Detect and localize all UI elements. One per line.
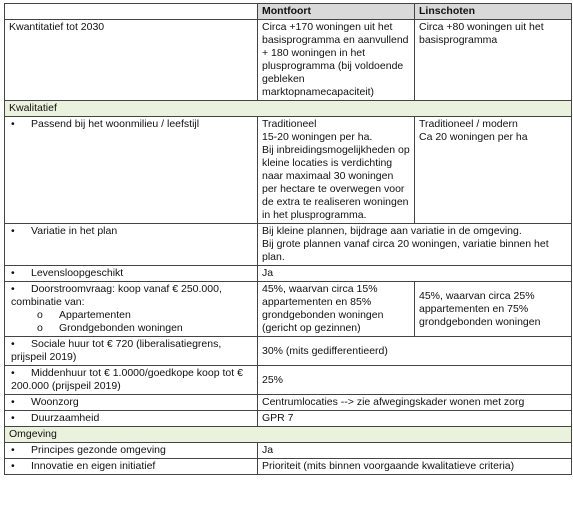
sub-item-appartementen [11, 309, 253, 322]
row-midden [5, 366, 572, 395]
label-passend [5, 117, 258, 224]
criteria-table [4, 3, 572, 475]
header-linschoten: Linschoten [415, 4, 572, 20]
row-variatie [5, 224, 572, 266]
section-label-omgeving: Omgeving [5, 427, 572, 443]
section-label-kwalitatief: Kwalitatief [5, 101, 572, 117]
bullet-icon: • [11, 396, 15, 408]
label-innovatie-text: Innovatie en eigen initiatief [31, 460, 156, 472]
label-woonzorg-text: Woonzorg [31, 396, 79, 408]
row-doorstroom [5, 282, 572, 337]
value-kwantitatief-montfoort: Circa +170 woningen uit het basisprogramma en aanvullend + 180 woningen in het plusprogramma (bij voldoende gebleken marktopnamecapaciteit) [258, 20, 415, 101]
value-passend-montfoort [258, 117, 415, 224]
sub-item-grondgebonden-text: Grondgebonden woningen [59, 322, 183, 334]
section-omgeving [5, 427, 572, 443]
row-principes [5, 443, 572, 459]
value-innovatie: Prioriteit (mits binnen voorgaande kwalitatieve criteria) [258, 459, 572, 475]
value-principes: Ja [258, 443, 572, 459]
bullet-icon: • [11, 412, 15, 424]
row-sociale [5, 337, 572, 366]
label-sociale-text: Sociale huur tot € 720 (liberalisatiegrens, prijspeil 2019) [11, 338, 222, 363]
value-woonzorg: Centrumlocaties --> zie afwegingskader wonen met zorg [258, 395, 572, 411]
row-levensloop [5, 266, 572, 282]
row-passend [5, 117, 572, 224]
row-woonzorg [5, 395, 572, 411]
label-duurzaam [5, 411, 258, 427]
row-kwantitatief [5, 20, 572, 101]
header-empty-cell [5, 4, 258, 20]
passend-linschoten-line-2: Ca 20 woningen per ha [419, 131, 528, 143]
value-midden: 25% [258, 366, 572, 395]
passend-montfoort-line-2: 15-20 woningen per ha. [262, 131, 373, 143]
bullet-icon: • [11, 118, 15, 130]
row-duurzaam [5, 411, 572, 427]
bullet-icon: • [11, 267, 15, 279]
label-variatie [5, 224, 258, 266]
passend-montfoort-line-1: Traditioneel [262, 118, 317, 130]
label-variatie-text: Variatie in het plan [31, 225, 118, 237]
label-doorstroom [5, 282, 258, 337]
label-levensloop-text: Levensloopgeschikt [31, 267, 124, 279]
bullet-icon: • [11, 225, 15, 237]
value-variatie [258, 224, 572, 266]
circle-bullet-icon: o [37, 309, 43, 321]
value-doorstroom-montfoort: 45%, waarvan circa 15% appartementen en 85% grondgebonden woningen (gericht op gezinnen) [258, 282, 415, 337]
sub-item-grondgebonden [11, 322, 253, 335]
value-doorstroom-linschoten: 45%, waarvan circa 25% appartementen en 75% grondgebonden woningen [415, 282, 572, 337]
label-midden [5, 366, 258, 395]
passend-montfoort-line-3: Bij inbreidingsmogelijkheden op kleine locaties is verdichting naar maximaal 30 woningen per hectare te overwegen voor de extra te realiseren woningen in het plusprogramma. [262, 144, 410, 221]
label-kwantitatief: Kwantitatief tot 2030 [5, 20, 258, 101]
label-innovatie [5, 459, 258, 475]
label-passend-text: Passend bij het woonmilieu / leefstijl [31, 118, 200, 130]
passend-linschoten-line-1: Traditioneel / modern [419, 118, 518, 130]
bullet-icon: • [11, 283, 15, 295]
label-woonzorg [5, 395, 258, 411]
variatie-line-1: Bij kleine plannen, bijdrage aan variatie in de omgeving. [262, 225, 522, 237]
value-levensloop: Ja [258, 266, 572, 282]
bullet-icon: • [11, 444, 15, 456]
label-doorstroom-text: Doorstroomvraag: koop vanaf € 250.000, combinatie van: [11, 283, 222, 308]
header-montfoort: Montfoort [258, 4, 415, 20]
value-sociale: 30% (mits gedifferentieerd) [258, 337, 572, 366]
variatie-line-2: Bij grote plannen vanaf circa 20 woningen, variatie binnen het plan. [262, 238, 549, 263]
label-principes [5, 443, 258, 459]
label-principes-text: Principes gezonde omgeving [31, 444, 166, 456]
row-innovatie [5, 459, 572, 475]
label-duurzaam-text: Duurzaamheid [31, 412, 100, 424]
bullet-icon: • [11, 460, 15, 472]
section-kwalitatief [5, 101, 572, 117]
bullet-icon: • [11, 338, 15, 350]
label-sociale [5, 337, 258, 366]
circle-bullet-icon: o [37, 322, 43, 334]
label-midden-text: Middenhuur tot € 1.0000/goedkope koop tot € 200.000 (prijspeil 2019) [11, 367, 243, 392]
label-levensloop [5, 266, 258, 282]
value-kwantitatief-linschoten: Circa +80 woningen uit het basisprogramma [415, 20, 572, 101]
value-duurzaam: GPR 7 [258, 411, 572, 427]
bullet-icon: • [11, 367, 15, 379]
sub-item-appartementen-text: Appartementen [59, 309, 131, 321]
header-row [5, 4, 572, 20]
value-passend-linschoten [415, 117, 572, 224]
